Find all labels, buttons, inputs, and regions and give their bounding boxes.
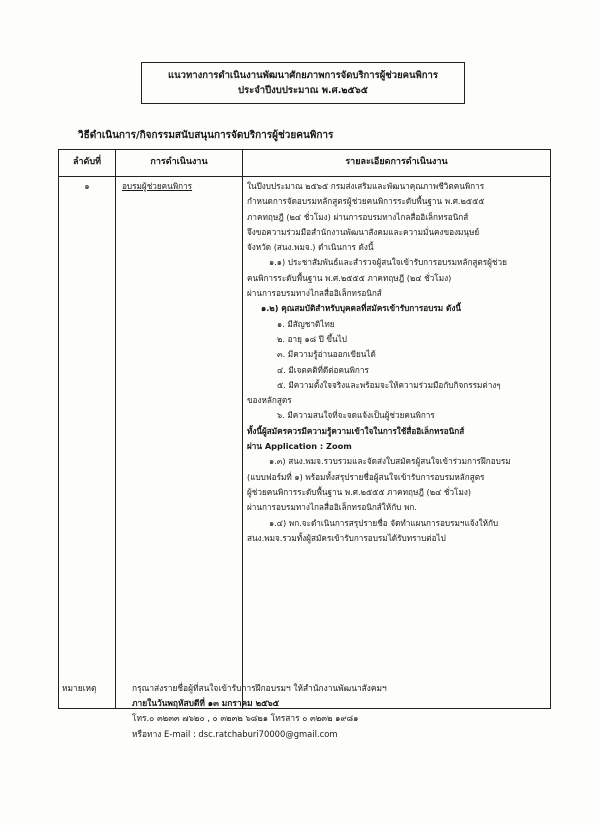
detail-line: ๑. มีสัญชาติไทย <box>277 318 335 329</box>
header-seq: ลำดับที่ <box>59 150 116 177</box>
remarks-section <box>62 681 562 742</box>
operation-label: อบรมผู้ช่วยคนพิการ <box>122 181 193 191</box>
header-operation: การดำเนินงาน <box>116 150 243 177</box>
title-line-2: ประจำปีงบประมาณ พ.ศ.๒๕๖๕ <box>238 85 368 96</box>
detail-line: ๓. มีความรู้อ่านออกเขียนได้ <box>277 349 376 360</box>
detail-line: กำหนดการจัดอบรมหลักสูตรผู้ช่วยคนพิการระดับพื้นฐาน พ.ศ.๒๕๕๕ <box>247 196 485 207</box>
detail-line: ๑.๔) พก.จะดำเนินการสรุปรายชื่อ จัดทำแผนการอบรมฯแจ้งให้กับ <box>269 517 499 528</box>
detail-line: ของหลักสูตร <box>247 395 292 406</box>
table-row <box>59 177 551 709</box>
header-details: รายละเอียดการดำเนินงาน <box>243 150 551 177</box>
detail-line: ผ่านการอบรมทางไกลสื่ออิเล็กทรอนิกส์ <box>247 288 382 299</box>
detail-line: ผ่านการอบรมทางไกลสื่ออิเล็กทรอนิกส์ให้กับ พก. <box>247 502 417 513</box>
detail-line: ทั้งนี้ผู้สมัครควรมีความรู้ความเข้าใจในการใช้สื่ออิเล็กทรอนิกส์ <box>247 425 465 436</box>
detail-line: ผ่าน Application : Zoom <box>247 441 352 452</box>
detail-line: ๑.๑) ประชาสัมพันธ์และสำรวจผู้สนใจเข้ารับการอบรมหลักสูตรผู้ช่วย <box>269 257 507 268</box>
detail-line: (แบบฟอร์มที่ ๑) พร้อมทั้งสรุปรายชื่อผู้สนใจเข้ารับการอบรมหลักสูตร <box>247 471 485 482</box>
remarks-deadline: ภายในวันพฤหัสบดีที่ ๑๓ มกราคม ๒๕๖๕ <box>132 698 280 709</box>
detail-line: ๔. มีเจตคติที่ดีต่อคนพิการ <box>277 364 369 375</box>
cell-details <box>243 177 551 709</box>
remarks-email: หรือทาง E-mail : dsc.ratchaburi70000@gmail.com <box>132 728 338 739</box>
detail-line: จึงขอความร่วมมือสำนักงานพัฒนาสังคมและความมั่นคงของมนุษย์ <box>247 226 480 237</box>
remarks-label: หมายเหตุ <box>62 683 97 693</box>
cell-seq: ๑ <box>59 177 116 709</box>
detail-line: คนพิการระดับพื้นฐาน พ.ศ.๒๕๕๕ ภาคทฤษฎี (๒๔ ชั่วโมง) <box>247 272 452 283</box>
detail-line: ภาคทฤษฎี (๒๔ ชั่วโมง) ผ่านการอบรมทางไกลสื่ออิเล็กทรอนิกส์ <box>247 211 469 222</box>
remarks-line: กรุณาส่งรายชื่อผู้ที่สนใจเข้ารับการฝึกอบรมฯ ให้สำนักงานพัฒนาสังคมฯ <box>132 683 387 693</box>
operations-table <box>58 149 551 709</box>
detail-line: ๕. มีความตั้งใจจริงและพร้อมจะให้ความร่วมมือกับกิจกรรมต่างๆ <box>277 379 501 390</box>
detail-line: ๑.๒) คุณสมบัติสำหรับบุคคลที่สมัครเข้ารับการอบรม ดังนี้ <box>261 303 461 314</box>
detail-line: ผู้ช่วยคนพิการระดับพื้นฐาน พ.ศ.๒๕๕๕ ภาคทฤษฎี (๒๔ ชั่วโมง) <box>247 486 472 497</box>
section-heading: วิธีดำเนินการ/กิจกรรมสนับสนุนการจัดบริการผู้ช่วยคนพิการ <box>78 130 334 141</box>
remarks-phone: โทร.๐ ๓๒๓๓ ๗๖๒๐ , ๐ ๓๒๓๒ ๖๘๒๑ โทรสาร ๐ ๓๒๓๒ ๑๙๘๑ <box>132 713 359 724</box>
table-header-row <box>59 150 551 177</box>
document-title <box>141 62 465 104</box>
detail-line: จังหวัด (สนง.พมจ.) ดำเนินการ ดังนี้ <box>247 242 374 253</box>
title-line-1: แนวทางการดำเนินงานพัฒนาศักยภาพการจัดบริการผู้ช่วยคนพิการ <box>168 70 438 81</box>
detail-line: สนง.พมจ.รวมทั้งผู้สมัครเข้ารับการอบรมได้รับทราบต่อไป <box>247 532 446 543</box>
cell-operation <box>116 177 243 709</box>
detail-line: ๖. มีความสนใจที่จะจดแจ้งเป็นผู้ช่วยคนพิการ <box>277 410 435 421</box>
detail-line: ๑.๓) สนง.พมจ.รวบรวมและจัดส่งใบสมัครผู้สนใจเข้าร่วมการฝึกอบรม <box>269 456 511 467</box>
detail-line: ในปีงบประมาณ ๒๕๖๕ กรมส่งเสริมและพัฒนาคุณภาพชีวิตคนพิการ <box>247 181 485 191</box>
detail-line: ๒. อายุ ๑๘ ปี ขึ้นไป <box>277 333 347 344</box>
